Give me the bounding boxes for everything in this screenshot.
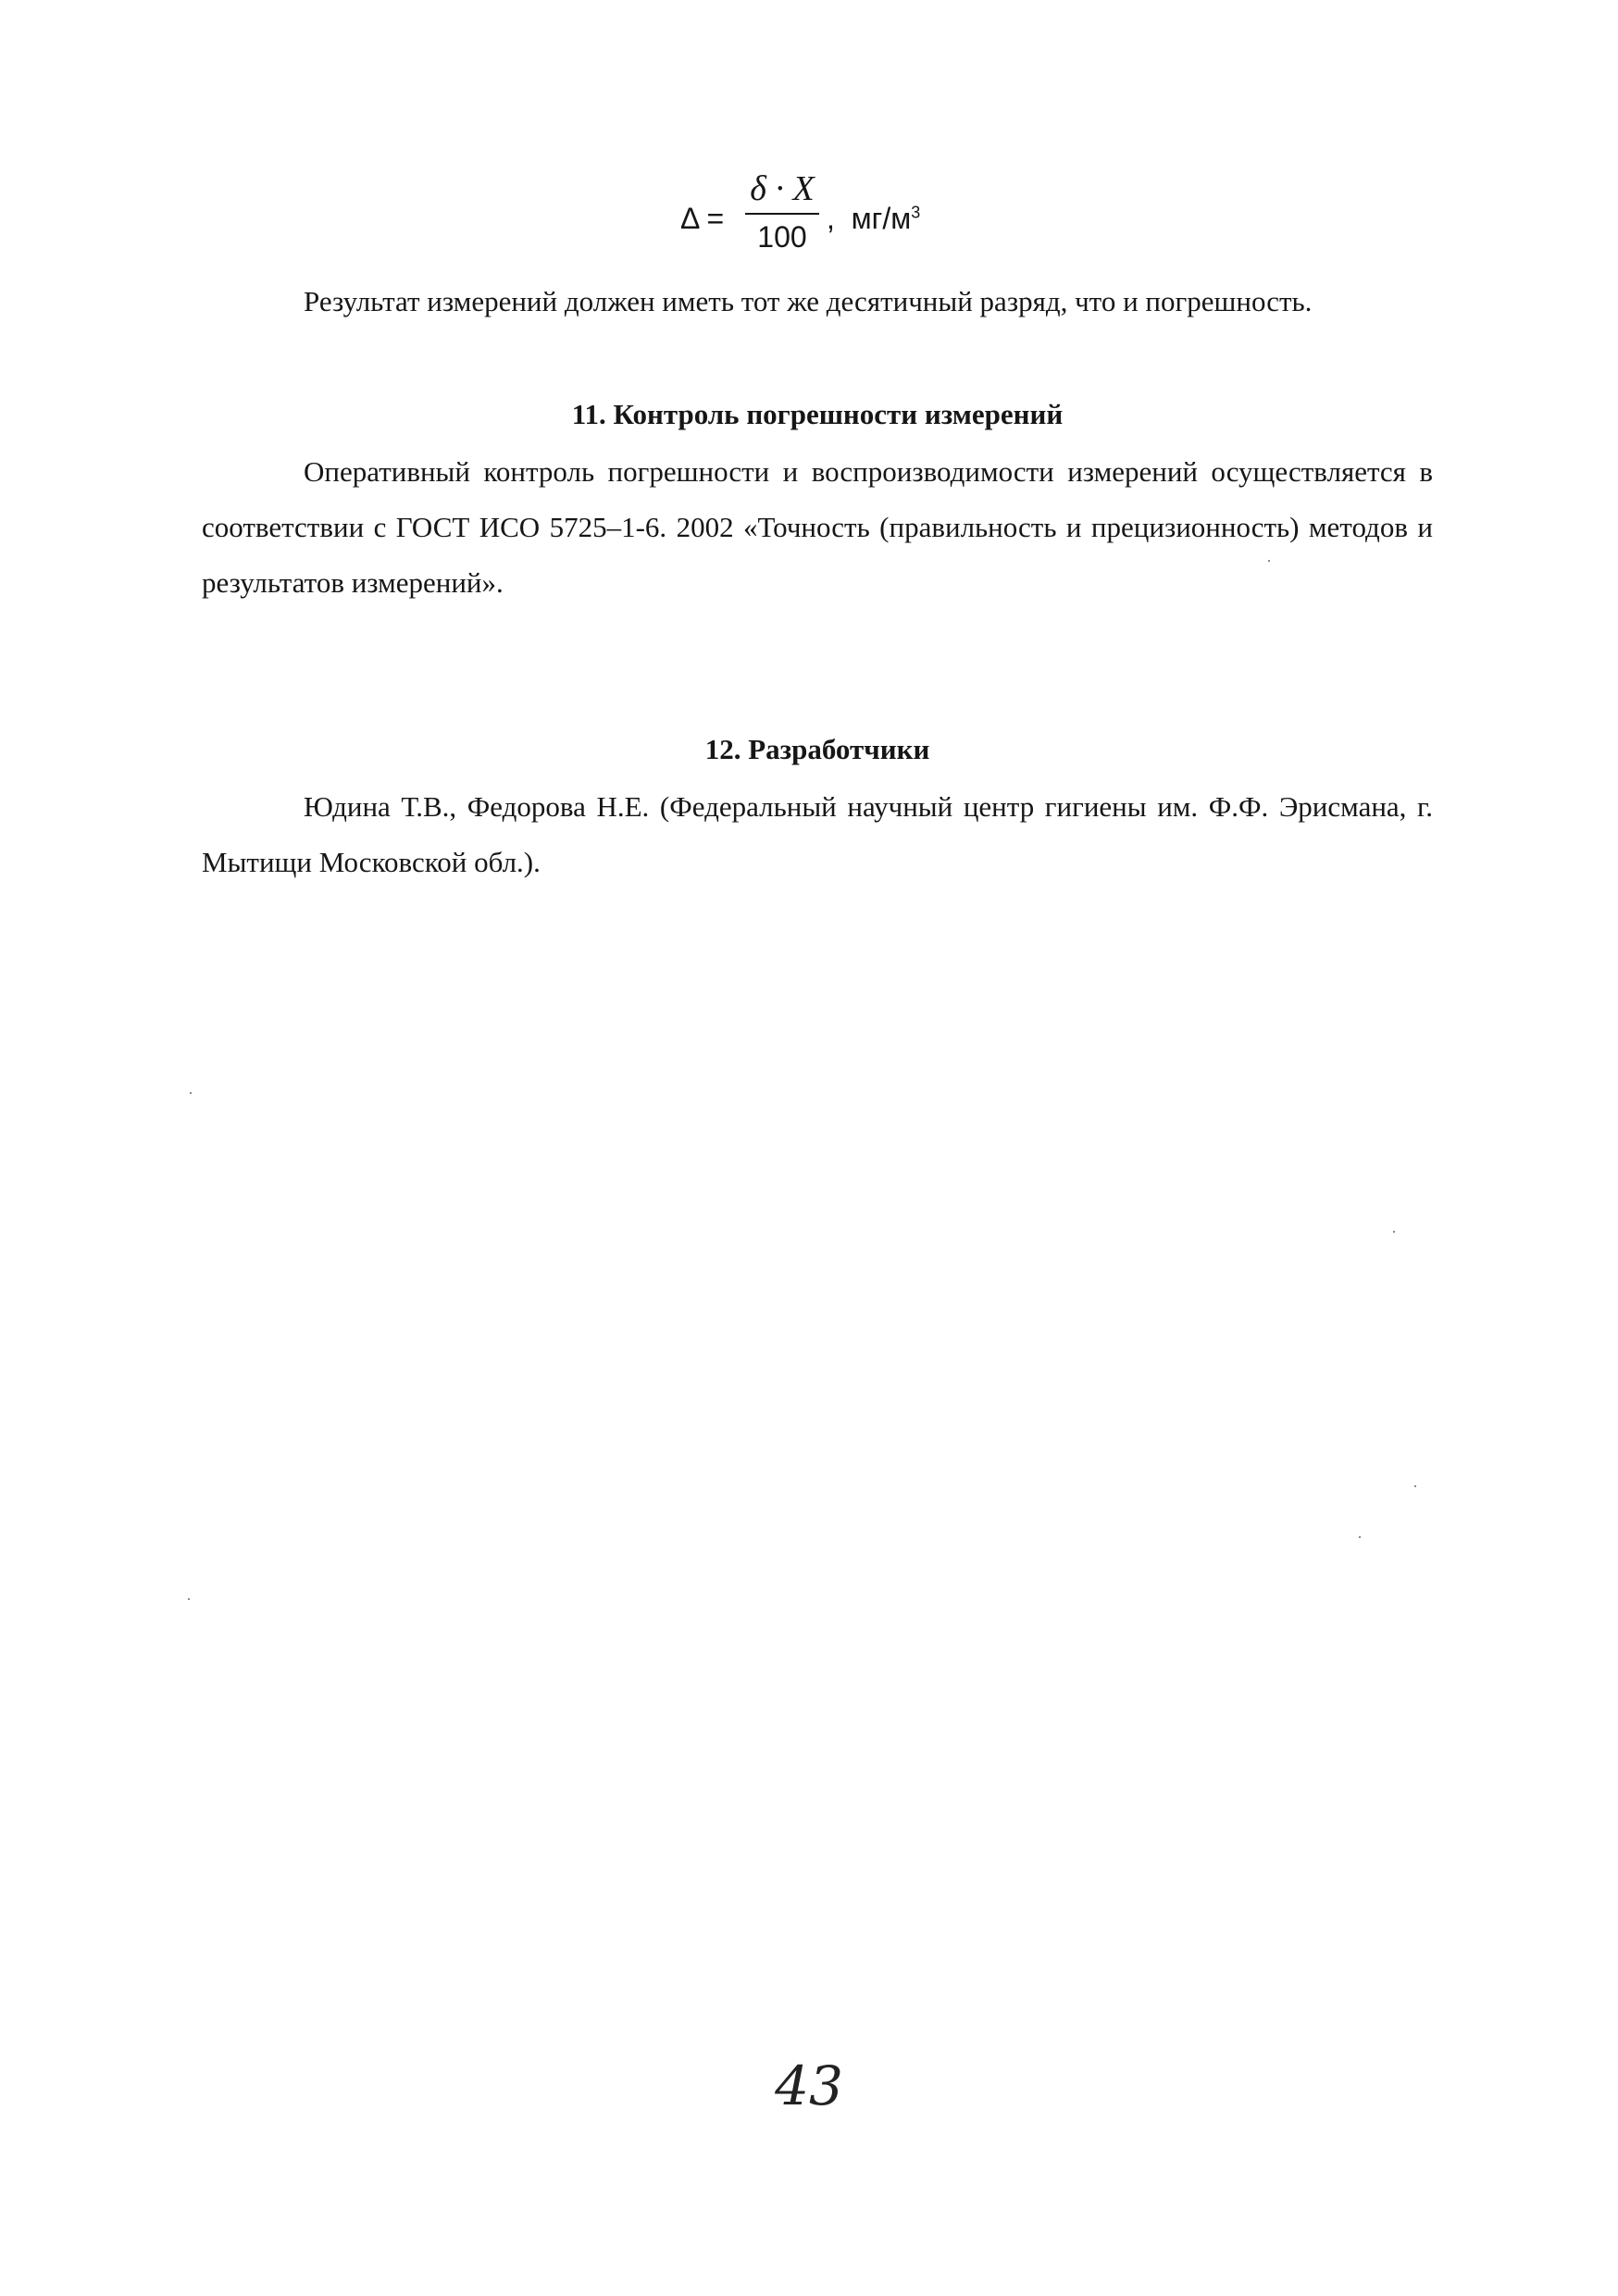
formula-unit <box>827 202 920 236</box>
section-11-heading: 11. Контроль погрешности измерений <box>571 398 1064 430</box>
scan-speck <box>1268 560 1270 562</box>
formula-numerator: δ · X <box>750 169 815 208</box>
section-11-text: Оперативный контроль погрешности и воспроизводимости измерений осуществляется в соответствии с ГОСТ ИСО 5725–1-6. 2002 «Точность (правильность и прецизионность) методов и результатов измерений». <box>202 455 1433 599</box>
scan-speck <box>190 1092 192 1094</box>
formula-separator: , <box>827 202 835 235</box>
result-paragraph: Результат измерений должен иметь тот же десятичный разряд, что и погрешность. <box>304 285 1313 317</box>
formula-fraction <box>745 168 819 254</box>
formula-denominator: 100 <box>757 220 807 254</box>
fraction-line <box>745 213 819 215</box>
page-number: 43 <box>775 2054 843 2117</box>
scan-speck <box>188 1598 190 1600</box>
error-formula <box>680 168 958 270</box>
section-12-text: Юдина Т.В., Федорова Н.Е. (Федеральный научный центр гигиены им. Ф.Ф. Эрисмана, г. Мытищи Московской обл.). <box>202 790 1433 878</box>
formula-unit-text: мг/м <box>851 202 912 235</box>
scan-speck <box>1414 1485 1416 1487</box>
section-12-heading: 12. Разработчики <box>704 733 930 765</box>
formula-lhs: Δ = <box>680 202 725 235</box>
scan-speck <box>1393 1231 1395 1233</box>
scan-speck <box>1359 1536 1361 1538</box>
formula-unit-exponent: 3 <box>911 203 921 222</box>
